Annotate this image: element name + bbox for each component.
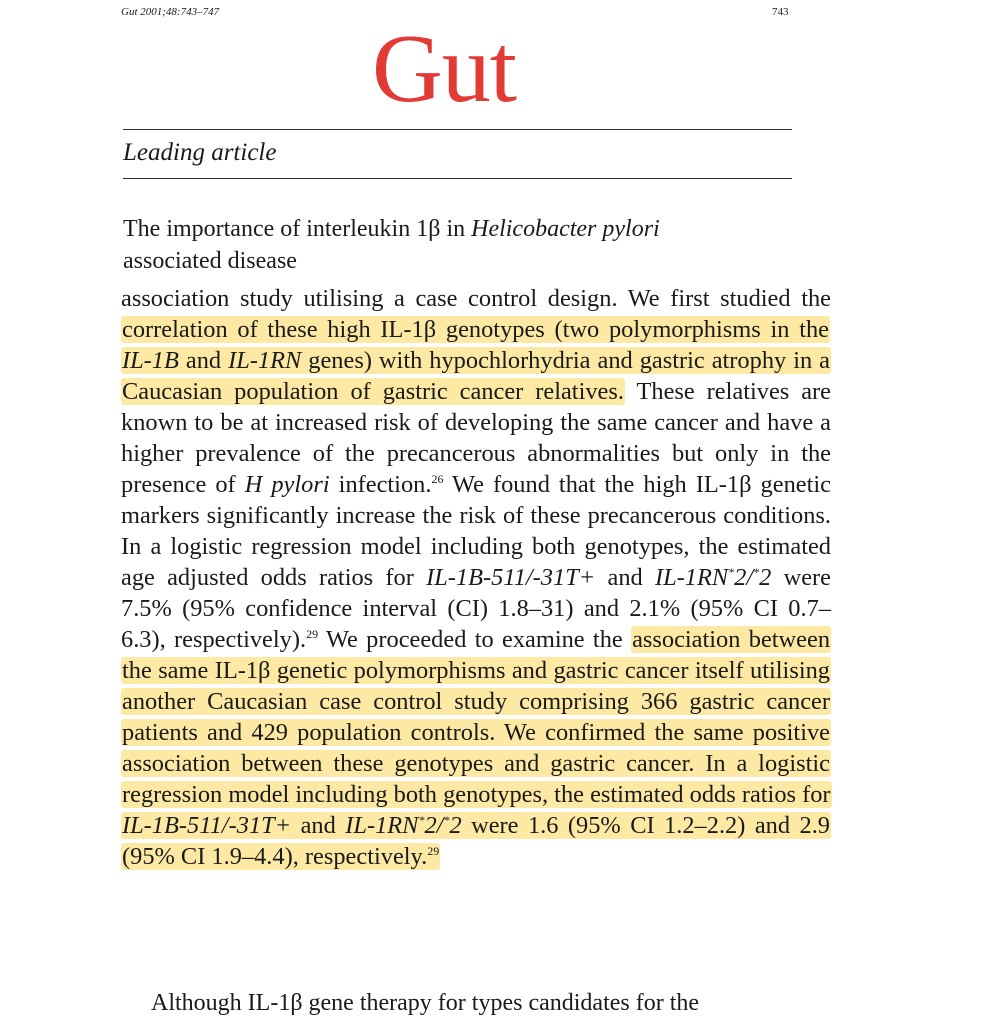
body-text: infection. [329, 471, 432, 498]
highlight-text: and [291, 812, 346, 839]
highlight-text: and [178, 347, 229, 374]
journal-logo: Gut [372, 15, 516, 123]
body-text: These relatives are known to be at increased risk of developing the same cancer and have a higher prevalence of the precancerous abnormalities but only in the presence of [121, 378, 831, 498]
asterisk: * [728, 565, 735, 579]
page-number: 743 [772, 6, 789, 18]
asterisk: * [418, 813, 425, 827]
body-text: and [595, 564, 655, 591]
genotype-part: 2/ [424, 812, 444, 839]
highlight-text: were 1.6 (95% CI 1.2–2.2) and 2.9 (95% CI 1.9–4.4), respectively. [122, 812, 831, 870]
species-name: H pylori [244, 471, 330, 498]
genotype [345, 812, 461, 839]
title-italic: Helicobacter pylori [471, 216, 660, 242]
highlight-text: association between the same IL-1β genetic polymorphisms and gastric cancer itself utilising another Caucasian case control study comprising 366 gastric cancer patients and 429 population controls. We confirmed the same positive association between these genotypes and gastric cancer. In a logistic regression model including both genotypes, the estimated odds ratios for [122, 626, 831, 808]
genotype [655, 564, 771, 591]
asterisk: * [753, 565, 760, 579]
genotype: IL-1B-511/-31T+ [122, 812, 292, 839]
top-rule [123, 129, 792, 130]
reference-superscript[interactable]: 29 [306, 627, 319, 641]
genotype-part: IL-1RN [345, 812, 419, 839]
title-part: associated disease [123, 248, 297, 274]
reference-superscript[interactable]: 26 [431, 472, 444, 486]
body-paragraph [121, 283, 831, 872]
reference-superscript[interactable]: 29 [427, 844, 440, 858]
next-paragraph-cutoff: Although IL-1β gene therapy for types candidates for the [151, 990, 700, 1016]
section-label: Leading article [123, 139, 277, 166]
genotype-part: IL-1RN [654, 564, 729, 591]
article-title [123, 213, 763, 277]
article-body [121, 283, 831, 872]
body-text: were 7.5% (95% confidence interval (CI) 1.8–31) and 2.1% (95% CI 0.7–6.3), respectively). [121, 564, 831, 653]
highlight-text: genes) with hypochlorhydria and gastric atrophy in a Caucasian population of gastric cancer relatives. [122, 347, 830, 405]
bottom-rule [123, 178, 792, 179]
asterisk: * [443, 813, 450, 827]
journal-reference: Gut 2001;48:743–747 [121, 6, 220, 18]
gene-name: IL-1B [122, 347, 179, 374]
gene-name: IL-1RN [228, 347, 302, 374]
body-text: association study utilising a case control design. We first studied the [121, 285, 831, 312]
title-part: The importance of interleukin 1β in [123, 216, 472, 242]
body-text: We found that the high IL-1β genetic markers significantly increase the risk of these precancerous conditions. In a logistic regression model including both genotypes, the estimated age adjusted odds ratios for [121, 471, 831, 591]
body-text: We proceeded to examine the [318, 626, 632, 653]
genotype-part: 2/ [734, 564, 754, 591]
genotype-part: 2 [449, 812, 462, 839]
highlight-text: correlation of these high IL-1β genotypes (two polymorphisms in the [122, 316, 829, 343]
genotype: IL-1B-511/-31T+ [426, 564, 596, 591]
highlight-2[interactable] [121, 626, 832, 870]
genotype-part: 2 [759, 564, 772, 591]
